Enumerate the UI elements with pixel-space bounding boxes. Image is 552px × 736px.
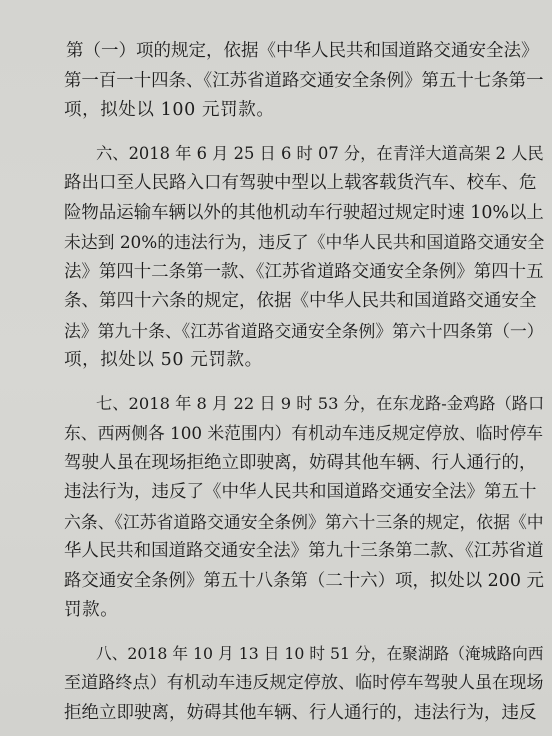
text-line: 路出口至人民路入口有驾驶中型以上载客载货汽车、校车、危 bbox=[64, 173, 537, 193]
text-line: 法》第四十二条第一款、《江苏省道路交通安全条例》第四十五 bbox=[64, 262, 544, 282]
text-line: 项，拟处以 100 元罚款。 bbox=[64, 100, 275, 120]
text-line: 项，拟处以 50 元罚款。 bbox=[64, 350, 263, 370]
text-line: 八、2018 年 10 月 13 日 10 时 51 分，在聚湖路（淹城路向西 bbox=[96, 644, 544, 663]
text-line: 六条、《江苏省道路交通安全条例》第六十三条的规定，依据《中 bbox=[64, 512, 544, 532]
text-line: 罚款。 bbox=[64, 600, 119, 620]
text-line: 东、西两侧各 100 米范围内）有机动车违反规定停放、临时停车 bbox=[64, 423, 544, 443]
text-line: 至道路终点）有机动车违反规定停放、临时停车驾驶人虽在现场 bbox=[64, 673, 544, 693]
text-line: 拒绝立即驶离，妨碍其他车辆、行人通行的，违法行为，违反 bbox=[64, 703, 537, 723]
text-line: 条、第四十六条的规定，依据《中华人民共和国道路交通安全 bbox=[64, 291, 537, 311]
text-line: 路交通安全条例》第五十八条第（二十六）项，拟处以 200 元 bbox=[64, 571, 544, 591]
text-line: 七、2018 年 8 月 22 日 9 时 53 分，在东龙路-金鸡路（路口 bbox=[96, 394, 545, 413]
text-line: 第（一）项的规定，依据《中华人民共和国道路交通安全法》 bbox=[66, 41, 539, 61]
text-line: 六、2018 年 6 月 25 日 6 时 07 分，在青洋大道高架 2 人民 bbox=[96, 144, 544, 163]
text-line: 第一百一十四条、《江苏省道路交通安全条例》第五十七条第一 bbox=[64, 71, 544, 91]
text-line: 法》第九十条、《江苏省道路交通安全条例》第六十四条第（一） bbox=[64, 321, 544, 341]
text-line: 驾驶人虽在现场拒绝立即驶离，妨碍其他车辆、行人通行的， bbox=[64, 453, 537, 473]
text-line: 未达到 20%的违法行为，违反了《中华人民共和国道路交通安全 bbox=[64, 232, 545, 252]
text-line: 违法行为，违反了《中华人民共和国道路交通安全法》第五十 bbox=[64, 482, 537, 502]
text-line: 华人民共和国道路交通安全法》第九十三条第二款、《江苏省道 bbox=[64, 541, 544, 561]
text-line: 险物品运输车辆以外的其他机动车行驶超过规定时速 10%以上 bbox=[64, 203, 544, 223]
